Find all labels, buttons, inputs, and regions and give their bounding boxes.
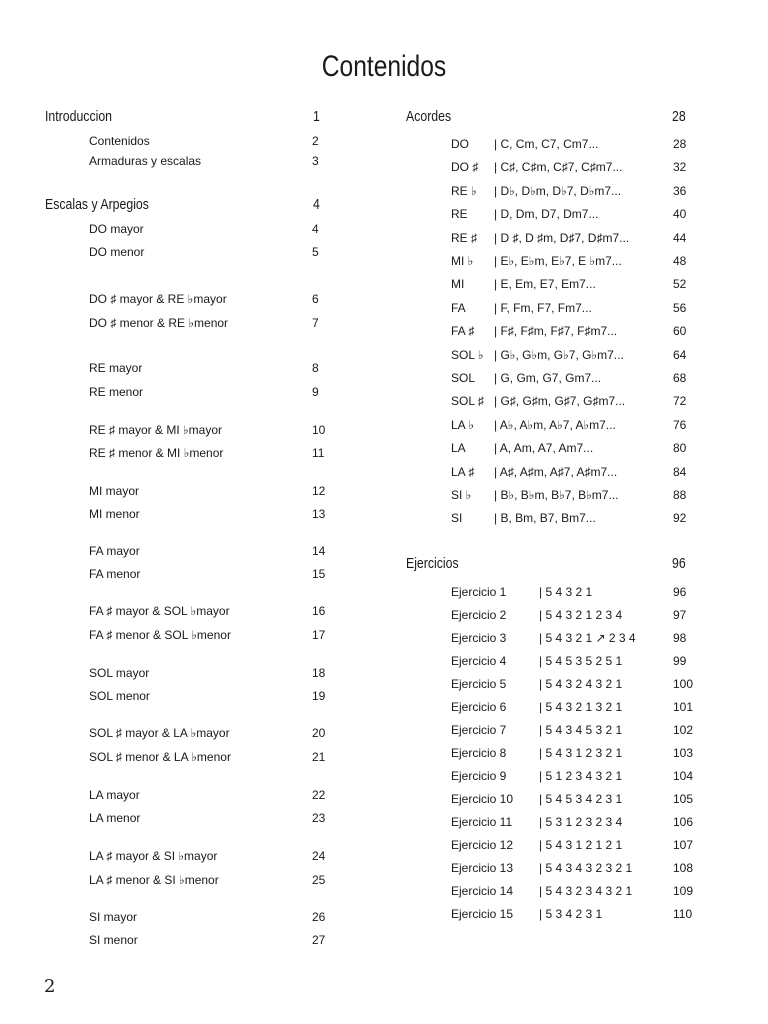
entry-page: 3 bbox=[312, 154, 319, 168]
entry-label: FA menor bbox=[89, 567, 141, 581]
entry-page: 25 bbox=[312, 873, 326, 887]
entry-page: 103 bbox=[673, 746, 694, 760]
entry-page: 40 bbox=[673, 207, 687, 221]
entry-page: 8 bbox=[312, 361, 319, 375]
entry-label: LA ♯ menor & SI ♭menor bbox=[89, 873, 219, 887]
entry-page: 102 bbox=[673, 723, 694, 737]
entry-label: SI bbox=[451, 511, 463, 525]
entry-chords: | C♯, C♯m, C♯7, C♯m7... bbox=[494, 160, 623, 174]
entry-label: LA ♭ bbox=[451, 418, 475, 432]
entry-label: LA ♯ bbox=[451, 465, 475, 479]
entry-page: 76 bbox=[673, 418, 687, 432]
entry-chords: | F♯, F♯m, F♯7, F♯m7... bbox=[494, 324, 618, 338]
entry-label: FA ♯ bbox=[451, 324, 475, 338]
entry-exercise-pattern: | 5 4 3 2 1 3 2 1 bbox=[539, 700, 623, 714]
entry-page: 56 bbox=[673, 301, 687, 315]
entry-exercise-pattern: | 5 4 3 2 1 bbox=[539, 585, 593, 599]
entry-page: 15 bbox=[312, 567, 326, 581]
section-page: 4 bbox=[313, 196, 320, 213]
entry-label: DO ♯ bbox=[451, 160, 479, 174]
entry-label: Ejercicio 5 bbox=[451, 677, 507, 691]
entry-label: Ejercicio 4 bbox=[451, 654, 507, 668]
entry-label: SI menor bbox=[89, 933, 138, 947]
entry-label: MI mayor bbox=[89, 484, 140, 498]
entry-page: 44 bbox=[673, 231, 687, 245]
entry-chords: | G♭, G♭m, G♭7, G♭m7... bbox=[494, 348, 624, 362]
entry-label: MI ♭ bbox=[451, 254, 474, 268]
entry-chords: | E♭, E♭m, E♭7, E ♭m7... bbox=[494, 254, 622, 268]
entry-label: RE ♯ bbox=[451, 231, 478, 245]
entry-page: 104 bbox=[673, 769, 694, 783]
entry-exercise-pattern: | 5 4 3 1 2 1 2 1 bbox=[539, 838, 623, 852]
entry-label: RE ♯ mayor & MI ♭mayor bbox=[89, 423, 223, 437]
entry-label: Ejercicio 11 bbox=[451, 815, 513, 829]
entry-label: Ejercicio 13 bbox=[451, 861, 514, 875]
entry-label: DO ♯ mayor & RE ♭mayor bbox=[89, 292, 227, 306]
entry-chords: | C, Cm, C7, Cm7... bbox=[494, 137, 599, 151]
entry-page: 100 bbox=[673, 677, 694, 691]
entry-page: 110 bbox=[673, 907, 693, 921]
entry-page: 99 bbox=[673, 654, 687, 668]
entry-label: Armaduras y escalas bbox=[89, 154, 202, 168]
entry-page: 84 bbox=[673, 465, 687, 479]
entry-label: DO ♯ menor & RE ♭menor bbox=[89, 316, 229, 330]
entry-chords: | A♯, A♯m, A♯7, A♯m7... bbox=[494, 465, 618, 479]
section-label: Acordes bbox=[406, 108, 452, 125]
entry-page: 64 bbox=[673, 348, 687, 362]
entry-label: Ejercicio 3 bbox=[451, 631, 507, 645]
entry-label: SOL ♯ mayor & LA ♭mayor bbox=[89, 726, 230, 740]
entry-label: Ejercicio 12 bbox=[451, 838, 514, 852]
entry-label: RE ♯ menor & MI ♭menor bbox=[89, 446, 224, 460]
entry-page: 20 bbox=[312, 726, 326, 740]
entry-page: 19 bbox=[312, 689, 326, 703]
entry-page: 9 bbox=[312, 385, 319, 399]
entry-page: 68 bbox=[673, 371, 687, 385]
entry-label: RE ♭ bbox=[451, 184, 477, 198]
entry-page: 60 bbox=[673, 324, 687, 338]
entry-page: 24 bbox=[312, 849, 326, 863]
entry-label: LA menor bbox=[89, 811, 141, 825]
entry-label: Ejercicio 1 bbox=[451, 585, 507, 599]
entry-label: SOL menor bbox=[89, 689, 150, 703]
entry-chords: | D, Dm, D7, Dm7... bbox=[494, 207, 599, 221]
entry-label: Contenidos bbox=[89, 134, 150, 148]
entry-page: 11 bbox=[312, 446, 325, 460]
entry-page: 109 bbox=[673, 884, 694, 898]
entry-label: LA mayor bbox=[89, 788, 140, 802]
entry-chords: | D ♯, D ♯m, D♯7, D♯m7... bbox=[494, 231, 630, 245]
entry-page: 6 bbox=[312, 292, 319, 306]
entry-label: FA ♯ menor & SOL ♭menor bbox=[89, 628, 231, 642]
entry-chords: | F, Fm, F7, Fm7... bbox=[494, 301, 592, 315]
entry-label: Ejercicio 7 bbox=[451, 723, 507, 737]
section-label: Introduccion bbox=[45, 108, 113, 125]
page-title: Contenidos bbox=[321, 50, 447, 83]
entry-page: 7 bbox=[312, 316, 319, 330]
entry-label: SOL ♭ bbox=[451, 348, 484, 362]
entry-label: FA ♯ mayor & SOL ♭mayor bbox=[89, 604, 230, 618]
entry-page: 22 bbox=[312, 788, 326, 802]
entry-chords: | A, Am, A7, Am7... bbox=[494, 441, 594, 455]
entry-exercise-pattern: | 5 3 1 2 3 2 3 4 bbox=[539, 815, 623, 829]
entry-chords: | G, Gm, G7, Gm7... bbox=[494, 371, 602, 385]
entry-exercise-pattern: | 5 4 3 4 3 2 3 2 1 bbox=[539, 861, 633, 875]
entry-label: Ejercicio 8 bbox=[451, 746, 507, 760]
entry-page: 80 bbox=[673, 441, 687, 455]
entry-label: LA ♯ mayor & SI ♭mayor bbox=[89, 849, 218, 863]
entry-page: 16 bbox=[312, 604, 326, 618]
entry-chords: | E, Em, E7, Em7... bbox=[494, 277, 596, 291]
section-label: Escalas y Arpegios bbox=[45, 196, 149, 213]
entry-label: DO menor bbox=[89, 245, 145, 259]
entry-page: 17 bbox=[312, 628, 326, 642]
section-page: 28 bbox=[672, 108, 686, 125]
entry-page: 105 bbox=[673, 792, 694, 806]
entry-exercise-pattern: | 5 3 4 2 3 1 bbox=[539, 907, 603, 921]
entry-exercise-pattern: | 5 4 3 2 4 3 2 1 bbox=[539, 677, 623, 691]
entry-chords: | G♯, G♯m, G♯7, G♯m7... bbox=[494, 394, 626, 408]
entry-page: 101 bbox=[673, 700, 694, 714]
entry-label: SOL ♯ bbox=[451, 394, 484, 408]
entry-label: SI ♭ bbox=[451, 488, 472, 502]
entry-page: 12 bbox=[312, 484, 326, 498]
entry-page: 18 bbox=[312, 666, 326, 680]
entry-page: 28 bbox=[673, 137, 687, 151]
entry-chords: | A♭, A♭m, A♭7, A♭m7... bbox=[494, 418, 616, 432]
entry-page: 36 bbox=[673, 184, 687, 198]
entry-exercise-pattern: | 5 1 2 3 4 3 2 1 bbox=[539, 769, 623, 783]
entry-label: MI menor bbox=[89, 507, 140, 521]
entry-label: SOL mayor bbox=[89, 666, 150, 680]
entry-page: 27 bbox=[312, 933, 326, 947]
entry-page: 106 bbox=[673, 815, 694, 829]
entry-label: Ejercicio 10 bbox=[451, 792, 514, 806]
entry-page: 98 bbox=[673, 631, 687, 645]
entry-label: RE mayor bbox=[89, 361, 143, 375]
entry-label: FA bbox=[451, 301, 466, 315]
entry-label: LA bbox=[451, 441, 466, 455]
entry-page: 96 bbox=[673, 585, 687, 599]
entry-page: 32 bbox=[673, 160, 687, 174]
entry-exercise-pattern: | 5 4 5 3 5 2 5 1 bbox=[539, 654, 623, 668]
entry-exercise-pattern: | 5 4 5 3 4 2 3 1 bbox=[539, 792, 623, 806]
entry-label: SOL ♯ menor & LA ♭menor bbox=[89, 750, 231, 764]
entry-label: RE bbox=[451, 207, 468, 221]
entry-page: 72 bbox=[673, 394, 687, 408]
entry-page: 52 bbox=[673, 277, 687, 291]
entry-page: 92 bbox=[673, 511, 687, 525]
section-page: 96 bbox=[672, 555, 686, 572]
entry-label: FA mayor bbox=[89, 544, 140, 558]
entry-chords: | B, Bm, B7, Bm7... bbox=[494, 511, 596, 525]
section-page: 1 bbox=[313, 108, 320, 125]
entry-page: 2 bbox=[312, 134, 319, 148]
entry-page: 48 bbox=[673, 254, 687, 268]
entry-page: 21 bbox=[312, 750, 326, 764]
entry-page: 14 bbox=[312, 544, 326, 558]
entry-label: Ejercicio 9 bbox=[451, 769, 507, 783]
entry-page: 97 bbox=[673, 608, 687, 622]
entry-chords: | B♭, B♭m, B♭7, B♭m7... bbox=[494, 488, 619, 502]
entry-label: RE menor bbox=[89, 385, 144, 399]
entry-label: DO mayor bbox=[89, 222, 144, 236]
entry-page: 23 bbox=[312, 811, 326, 825]
entry-page: 13 bbox=[312, 507, 326, 521]
entry-exercise-pattern: | 5 4 3 4 5 3 2 1 bbox=[539, 723, 623, 737]
entry-page: 107 bbox=[673, 838, 694, 852]
entry-label: Ejercicio 2 bbox=[451, 608, 507, 622]
entry-exercise-pattern: | 5 4 3 2 1 2 3 4 bbox=[539, 608, 623, 622]
entry-page: 4 bbox=[312, 222, 319, 236]
entry-page: 108 bbox=[673, 861, 694, 875]
entry-label: Ejercicio 15 bbox=[451, 907, 514, 921]
entry-exercise-pattern: | 5 4 3 2 1 ↗ 2 3 4 bbox=[539, 631, 636, 645]
entry-label: DO bbox=[451, 137, 469, 151]
entry-page: 10 bbox=[312, 423, 326, 437]
page-number: 2 bbox=[44, 976, 56, 997]
entry-chords: | D♭, D♭m, D♭7, D♭m7... bbox=[494, 184, 622, 198]
entry-label: MI bbox=[451, 277, 465, 291]
entry-exercise-pattern: | 5 4 3 2 3 4 3 2 1 bbox=[539, 884, 633, 898]
entry-label: SOL bbox=[451, 371, 476, 385]
section-label: Ejercicios bbox=[406, 555, 459, 572]
entry-label: SI mayor bbox=[89, 910, 138, 924]
entry-label: Ejercicio 6 bbox=[451, 700, 507, 714]
entry-page: 5 bbox=[312, 245, 319, 259]
entry-exercise-pattern: | 5 4 3 1 2 3 2 1 bbox=[539, 746, 623, 760]
entry-label: Ejercicio 14 bbox=[451, 884, 514, 898]
entry-page: 88 bbox=[673, 488, 687, 502]
entry-page: 26 bbox=[312, 910, 326, 924]
